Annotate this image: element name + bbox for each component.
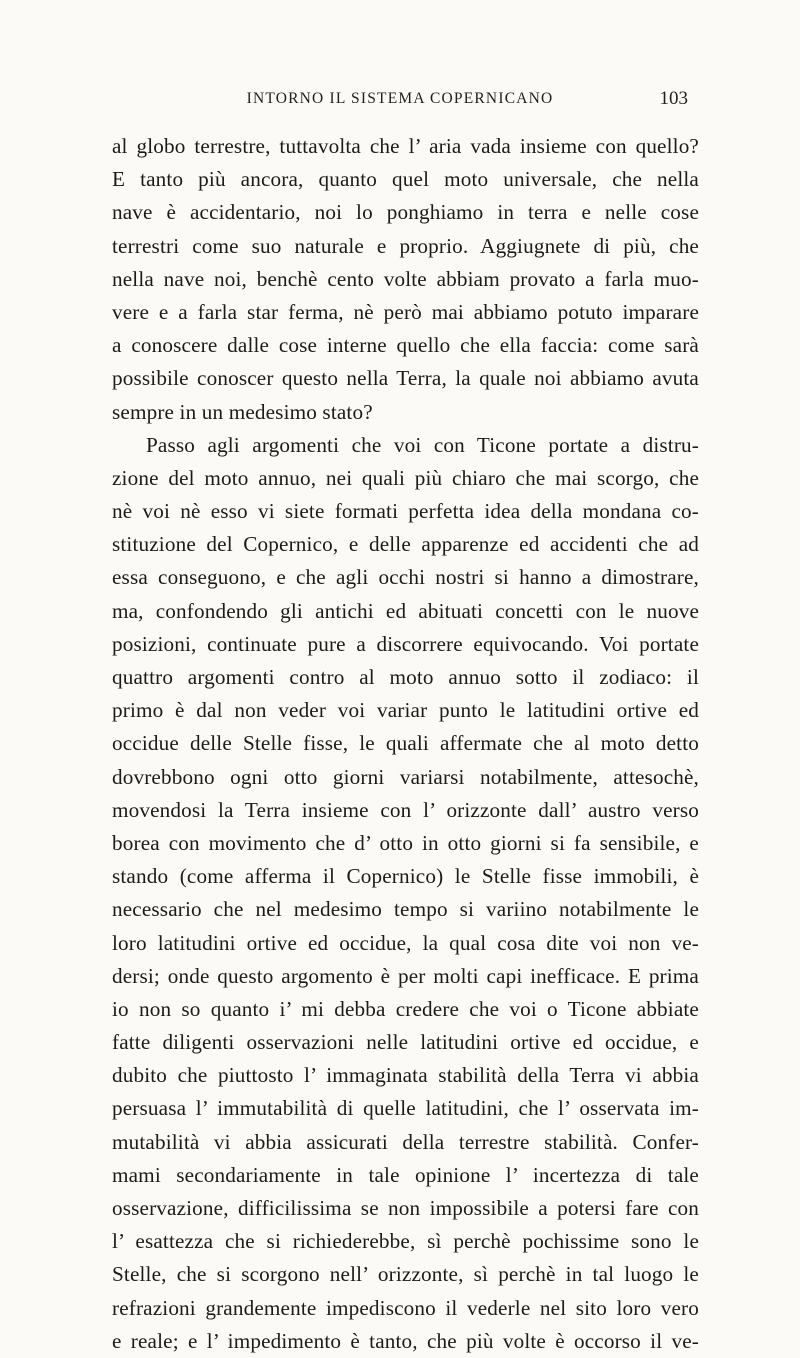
text-line: possibile conoscer questo nella Terra, la quale noi abbiamo avuta <box>112 366 699 391</box>
text-line: persuasa l’ immutabilità di quelle latitudini, che l’ osservata im- <box>112 1096 699 1121</box>
page-number: 103 <box>659 88 688 109</box>
text-line: mutabilità vi abbia assicurati della terrestre stabilità. Confer- <box>112 1129 699 1154</box>
text-line: osservazione, difficilissima se non impossibile a potersi fare con <box>112 1196 699 1220</box>
text-line: fatte diligenti osservazioni nelle latitudini ortive ed occidue, e <box>112 1030 699 1055</box>
body-text <box>112 130 699 1358</box>
text-line: nè voi nè esso vi siete formati perfetta idea della mondana co- <box>112 499 699 524</box>
running-header-title: INTORNO IL SISTEMA COPERNICANO <box>246 90 554 107</box>
text-line: l’ esattezza che si richiederebbe, sì perchè pochissime sono le <box>112 1229 699 1254</box>
text-line: primo è dal non veder voi variar punto le latitudini ortive ed <box>112 698 699 723</box>
text-line: quattro argomenti contro al moto annuo sotto il zodiaco: il <box>112 665 699 689</box>
text-line: posizioni, continuate pure a discorrere equivocando. Voi portate <box>112 631 699 656</box>
text-line: Stelle, che si scorgono nell’ orizzonte, sì perchè in tal luogo le <box>112 1262 699 1287</box>
text-line: vere e a farla star ferma, nè però mai abbiamo potuto imparare <box>112 299 699 324</box>
running-header <box>0 90 800 120</box>
text-line: al globo terrestre, tuttavolta che l’ aria vada insieme con quello? <box>112 134 699 158</box>
text-line: stituzione del Copernico, e delle apparenze ed accidenti che ad <box>112 532 699 557</box>
text-line: nave è accidentario, noi lo ponghiamo in terra e nelle cose <box>112 200 699 225</box>
text-line: E tanto più ancora, quanto quel moto universale, che nella <box>112 167 699 192</box>
text-line: terrestri come suo naturale e proprio. Aggiugnete di più, che <box>112 233 699 258</box>
text-line: dubito che piuttosto l’ immaginata stabilità della Terra vi abbia <box>112 1063 699 1088</box>
text-line: necessario che nel medesimo tempo si variino notabilmente le <box>112 897 699 922</box>
text-line: borea con movimento che d’ otto in otto giorni si fa sensibile, e <box>112 830 699 855</box>
text-line: zione del moto annuo, nei quali più chiaro che mai scorgo, che <box>112 465 699 490</box>
text-line: sempre in un medesimo stato? <box>112 399 373 424</box>
text-line: io non so quanto i’ mi debba credere che voi o Ticone abbiate <box>112 996 699 1021</box>
text-line: refrazioni grandemente impediscono il vederle nel sito loro vero <box>112 1295 699 1320</box>
text-line: ma, confondendo gli antichi ed abituati concetti con le nuove <box>112 598 699 623</box>
text-line: essa conseguono, e che agli occhi nostri si hanno a dimostrare, <box>112 565 699 590</box>
text-line: occidue delle Stelle fisse, le quali affermate che al moto detto <box>112 731 699 756</box>
text-line: loro latitudini ortive ed occidue, la qual cosa dite voi non ve- <box>112 930 699 955</box>
paragraph-start-line: Passo agli argomenti che voi con Ticone portate a distru- <box>146 432 699 457</box>
text-line: dersi; onde questo argomento è per molti capi inefficace. E prima <box>112 963 699 988</box>
text-line: mami secondariamente in tale opinione l’ incertezza di tale <box>112 1162 699 1187</box>
text-line: stando (come afferma il Copernico) le Stelle fisse immobili, è <box>112 864 699 889</box>
text-line: movendosi la Terra insieme con l’ orizzonte dall’ austro verso <box>112 797 699 822</box>
text-line: a conoscere dalle cose interne quello che ella faccia: come sarà <box>112 333 699 358</box>
text-line: dovrebbono ogni otto giorni variarsi notabilmente, attesochè, <box>112 764 699 789</box>
text-line: nella nave noi, benchè cento volte abbiam provato a farla muo- <box>112 266 699 291</box>
text-line: e reale; e l’ impedimento è tanto, che più volte è occorso il ve- <box>112 1328 699 1353</box>
